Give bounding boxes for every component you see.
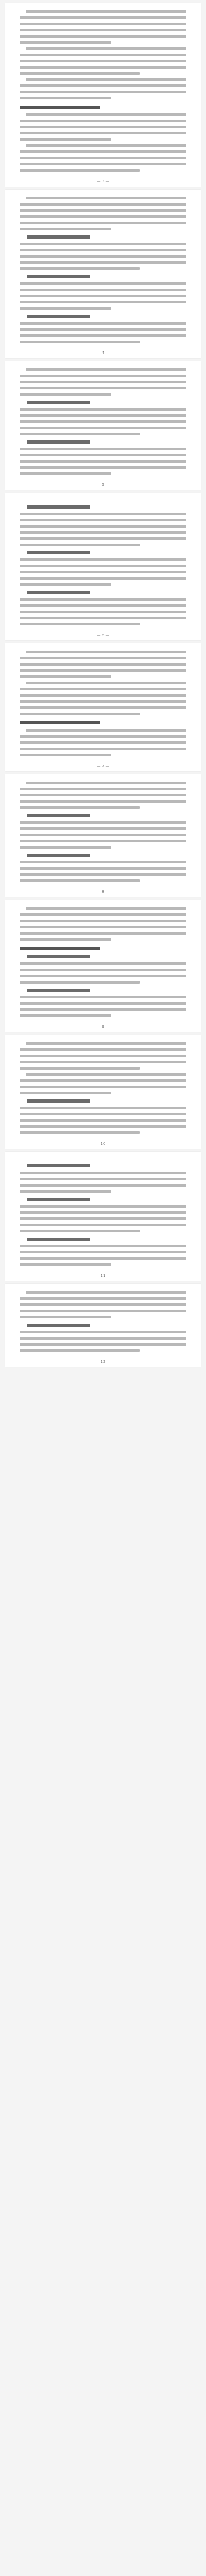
text-line xyxy=(20,623,140,625)
text-line xyxy=(20,1331,186,1333)
text-line xyxy=(20,466,186,469)
subsection-heading xyxy=(27,1164,90,1167)
text-line xyxy=(20,1263,111,1266)
text-line xyxy=(20,126,186,128)
subsection-heading xyxy=(27,1238,90,1241)
text-line xyxy=(20,1172,186,1174)
text-line xyxy=(20,307,111,310)
text-line xyxy=(20,243,186,245)
text-line xyxy=(20,427,186,429)
text-line xyxy=(20,806,140,809)
text-line xyxy=(20,203,186,206)
text-line xyxy=(20,1257,186,1260)
text-line xyxy=(20,267,140,270)
subsection-heading xyxy=(27,989,90,992)
text-line xyxy=(20,41,111,44)
page-number: — 11 — xyxy=(96,1274,110,1278)
text-line xyxy=(20,408,186,411)
text-line xyxy=(26,1291,186,1294)
page-number: — 6 — xyxy=(97,633,109,637)
text-line xyxy=(20,1184,186,1187)
page-number: — 3 — xyxy=(97,179,109,183)
text-line xyxy=(20,66,186,69)
text-line xyxy=(20,873,186,876)
text-line xyxy=(20,1230,140,1232)
text-line xyxy=(26,682,186,684)
text-line xyxy=(20,558,186,561)
text-line xyxy=(20,1131,140,1134)
text-line xyxy=(26,78,186,81)
text-line xyxy=(20,700,186,703)
document-page xyxy=(5,3,201,187)
text-line xyxy=(20,1217,186,1220)
subsection-heading xyxy=(27,1099,90,1103)
text-line xyxy=(20,261,186,264)
text-line xyxy=(20,1061,186,1063)
text-line xyxy=(20,525,186,528)
text-line xyxy=(20,1014,111,1017)
text-line xyxy=(20,209,186,212)
text-line xyxy=(20,544,140,546)
text-line xyxy=(20,381,186,383)
text-line xyxy=(20,754,111,756)
text-line xyxy=(20,794,186,796)
text-line xyxy=(20,531,186,534)
text-line xyxy=(20,1211,186,1214)
document-page xyxy=(5,643,201,771)
text-line xyxy=(20,861,186,863)
text-line xyxy=(20,834,186,836)
text-line xyxy=(20,913,186,916)
text-line xyxy=(20,1224,186,1226)
document-page xyxy=(5,1284,201,1367)
text-line xyxy=(20,920,186,922)
subsection-heading xyxy=(27,955,90,958)
text-line xyxy=(20,840,186,842)
text-line xyxy=(20,1119,186,1122)
text-line xyxy=(20,688,186,690)
text-line xyxy=(20,1107,186,1109)
text-line xyxy=(20,788,186,790)
text-line xyxy=(20,748,186,750)
subsection-heading xyxy=(27,814,90,817)
text-line xyxy=(20,926,186,928)
text-line xyxy=(26,197,186,199)
text-line xyxy=(20,433,140,435)
text-line xyxy=(20,1316,111,1318)
text-line xyxy=(20,565,186,567)
text-line xyxy=(26,651,186,653)
document xyxy=(0,3,206,1367)
text-line xyxy=(26,1073,186,1076)
text-line xyxy=(20,1079,186,1082)
text-line xyxy=(20,657,186,659)
text-line xyxy=(20,328,186,331)
text-line xyxy=(20,932,186,935)
page-number: — 5 — xyxy=(97,483,109,487)
text-line xyxy=(20,1055,186,1057)
subsection-heading xyxy=(27,315,90,318)
text-line xyxy=(20,1190,111,1193)
text-line xyxy=(20,1125,186,1128)
subsection-heading xyxy=(27,401,90,404)
text-line xyxy=(20,54,186,56)
text-line xyxy=(20,138,111,141)
text-line xyxy=(20,215,186,218)
text-line xyxy=(20,975,186,977)
text-line xyxy=(20,867,186,870)
text-line xyxy=(20,120,186,122)
text-line xyxy=(20,91,186,93)
text-line xyxy=(20,60,186,62)
text-line xyxy=(20,879,140,882)
section-heading xyxy=(20,106,100,109)
document-page xyxy=(5,190,201,358)
text-line xyxy=(20,334,186,337)
text-line xyxy=(20,846,111,849)
text-line xyxy=(20,97,111,99)
page-number: — 12 — xyxy=(96,1360,110,1364)
text-line xyxy=(26,729,186,732)
subsection-heading xyxy=(27,551,90,554)
text-line xyxy=(20,460,186,463)
document-page xyxy=(5,1035,201,1149)
text-line xyxy=(20,1067,140,1070)
section-heading xyxy=(20,721,100,724)
text-line xyxy=(20,800,186,803)
text-line xyxy=(26,10,186,13)
text-line xyxy=(20,969,186,971)
document-page xyxy=(5,493,201,640)
page-number: — 9 — xyxy=(97,1025,109,1029)
text-line xyxy=(20,393,111,396)
text-line xyxy=(20,1297,186,1300)
text-line xyxy=(20,735,186,738)
text-line xyxy=(20,72,140,75)
text-line xyxy=(20,228,111,230)
subsection-heading xyxy=(27,591,90,594)
text-line xyxy=(20,132,186,134)
text-line xyxy=(20,577,186,580)
text-line xyxy=(20,1178,186,1180)
text-line xyxy=(26,47,186,50)
text-line xyxy=(20,341,140,343)
text-line xyxy=(20,1303,186,1306)
text-line xyxy=(20,604,186,607)
text-line xyxy=(20,1008,186,1011)
text-line xyxy=(20,35,186,38)
text-line xyxy=(20,537,186,540)
text-line xyxy=(20,571,186,573)
text-line xyxy=(20,414,186,417)
text-line xyxy=(26,907,186,910)
text-line xyxy=(20,472,111,475)
text-line xyxy=(20,169,140,172)
subsection-heading xyxy=(27,275,90,278)
text-line xyxy=(20,675,111,678)
text-line xyxy=(20,1086,186,1088)
text-line xyxy=(20,84,186,87)
text-line xyxy=(20,741,186,744)
text-line xyxy=(20,519,186,521)
page-number: — 8 — xyxy=(97,890,109,894)
text-line xyxy=(20,617,186,619)
subsection-heading xyxy=(27,440,90,444)
text-line xyxy=(20,29,186,31)
document-page xyxy=(5,361,201,490)
text-line xyxy=(26,782,186,784)
text-line xyxy=(20,157,186,159)
document-page xyxy=(5,900,201,1032)
text-line xyxy=(20,827,186,830)
text-line xyxy=(26,113,186,116)
page-number: — 4 — xyxy=(97,351,109,355)
text-line xyxy=(20,454,186,456)
document-page xyxy=(5,774,201,897)
text-line xyxy=(20,387,186,389)
text-line xyxy=(20,23,186,25)
text-line xyxy=(20,1245,186,1247)
text-line xyxy=(20,1092,111,1094)
text-line xyxy=(20,375,186,377)
subsection-heading xyxy=(27,235,90,239)
text-line xyxy=(20,1251,186,1253)
text-line xyxy=(20,420,186,423)
text-line xyxy=(26,368,186,371)
page-number: — 10 — xyxy=(96,1142,110,1146)
text-line xyxy=(20,295,186,297)
text-line xyxy=(20,598,186,601)
text-line xyxy=(26,144,186,147)
text-line xyxy=(20,1113,186,1115)
text-line xyxy=(20,16,186,19)
text-line xyxy=(20,289,186,291)
text-line xyxy=(20,669,186,672)
text-line xyxy=(20,513,186,515)
text-line xyxy=(20,694,186,697)
text-line xyxy=(20,583,111,586)
text-line xyxy=(20,1048,186,1051)
document-page xyxy=(5,1152,201,1281)
text-line xyxy=(20,163,186,165)
text-line xyxy=(20,255,186,258)
subsection-heading xyxy=(27,854,90,857)
text-line xyxy=(20,996,186,998)
text-line xyxy=(20,249,186,251)
text-line xyxy=(20,1002,186,1005)
page-number: — 7 — xyxy=(97,764,109,768)
text-line xyxy=(20,821,186,824)
text-line xyxy=(20,706,186,709)
text-line xyxy=(20,282,186,285)
text-line xyxy=(20,222,186,224)
section-heading xyxy=(20,947,100,950)
text-line xyxy=(20,448,186,450)
text-line xyxy=(20,611,186,613)
text-line xyxy=(20,1349,140,1352)
text-line xyxy=(20,938,111,941)
text-line xyxy=(20,713,140,715)
text-line xyxy=(20,981,140,984)
subsection-heading xyxy=(27,1324,90,1327)
text-line xyxy=(20,1205,186,1208)
text-line xyxy=(26,1042,186,1045)
text-line xyxy=(20,1343,186,1346)
text-line xyxy=(20,150,186,153)
subsection-heading xyxy=(27,1198,90,1201)
text-line xyxy=(20,322,186,325)
text-line xyxy=(20,301,186,303)
text-line xyxy=(20,962,186,965)
text-line xyxy=(20,1337,186,1340)
subsection-heading xyxy=(27,505,90,509)
text-line xyxy=(20,1310,186,1312)
text-line xyxy=(20,663,186,666)
